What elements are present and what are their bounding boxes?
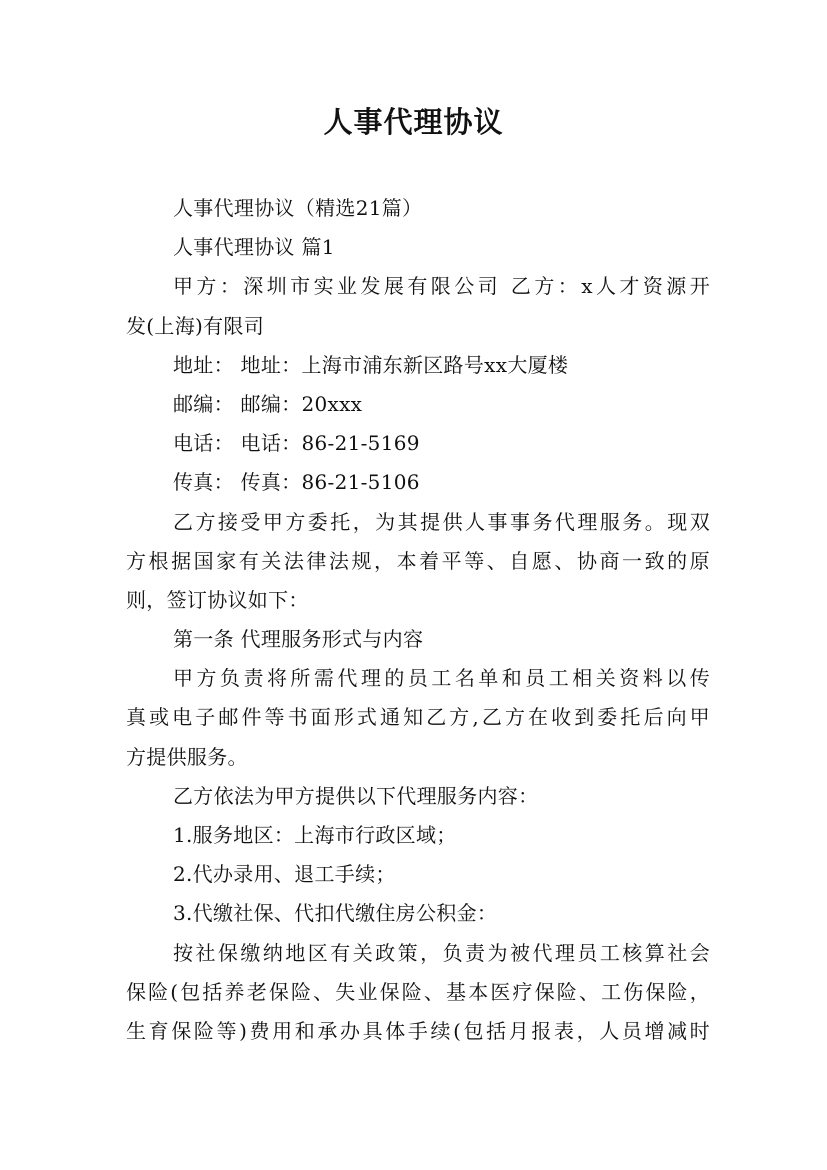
paragraph-line: 地址： 地址：上海市浦东新区路号xx大厦楼 xyxy=(173,352,569,377)
paragraph-line: 电话： 电话：86-21-5169 xyxy=(173,431,420,456)
paragraph-line: 人事代理协议（精选21篇） xyxy=(173,196,423,220)
paragraph-line: 保险(包括养老保险、失业保险、基本医疗保险、工伤保险， xyxy=(126,979,710,1004)
list-item: 3.代缴社保、代扣代缴住房公积金： xyxy=(173,901,498,926)
document-title: 人事代理协议 xyxy=(323,105,504,139)
list-item: 1.服务地区：上海市行政区域； xyxy=(173,823,457,847)
section-heading: 第一条 代理服务形式与内容 xyxy=(173,627,424,652)
paragraph-line: 发(上海)有限司 xyxy=(126,313,265,338)
paragraph-line: 则，签订协议如下： xyxy=(126,587,309,612)
paragraph-line: 生育保险等)费用和承办具体手续(包括月报表，人员增减时 xyxy=(126,1018,710,1043)
paragraph-line: 乙方依法为甲方提供以下代理服务内容： xyxy=(173,783,539,808)
paragraph-line: 乙方接受甲方委托，为其提供人事事务代理服务。现双 xyxy=(173,509,710,534)
paragraph-line: 真或电子邮件等书面形式通知乙方,乙方在收到委托后向甲 xyxy=(126,705,710,730)
paragraph-line: 甲方：深圳市实业发展有限公司 乙方：x人才资源开 xyxy=(173,274,710,299)
paragraph-line: 甲方负责将所需代理的员工名单和员工相关资料以传 xyxy=(173,666,710,691)
paragraph-line: 按社保缴纳地区有关政策，负责为被代理员工核算社会 xyxy=(173,940,710,965)
list-item: 2.代办录用、退工手续； xyxy=(173,862,396,887)
paragraph-line: 人事代理协议 篇1 xyxy=(173,235,335,260)
paragraph-line: 方提供服务。 xyxy=(126,744,248,769)
paragraph-line: 传真： 传真：86-21-5106 xyxy=(173,470,420,495)
document-body xyxy=(126,189,710,1051)
paragraph-line: 邮编： 邮编：20xxx xyxy=(173,391,363,416)
paragraph-line: 方根据国家有关法律法规，本着平等、自愿、协商一致的原 xyxy=(126,548,710,573)
